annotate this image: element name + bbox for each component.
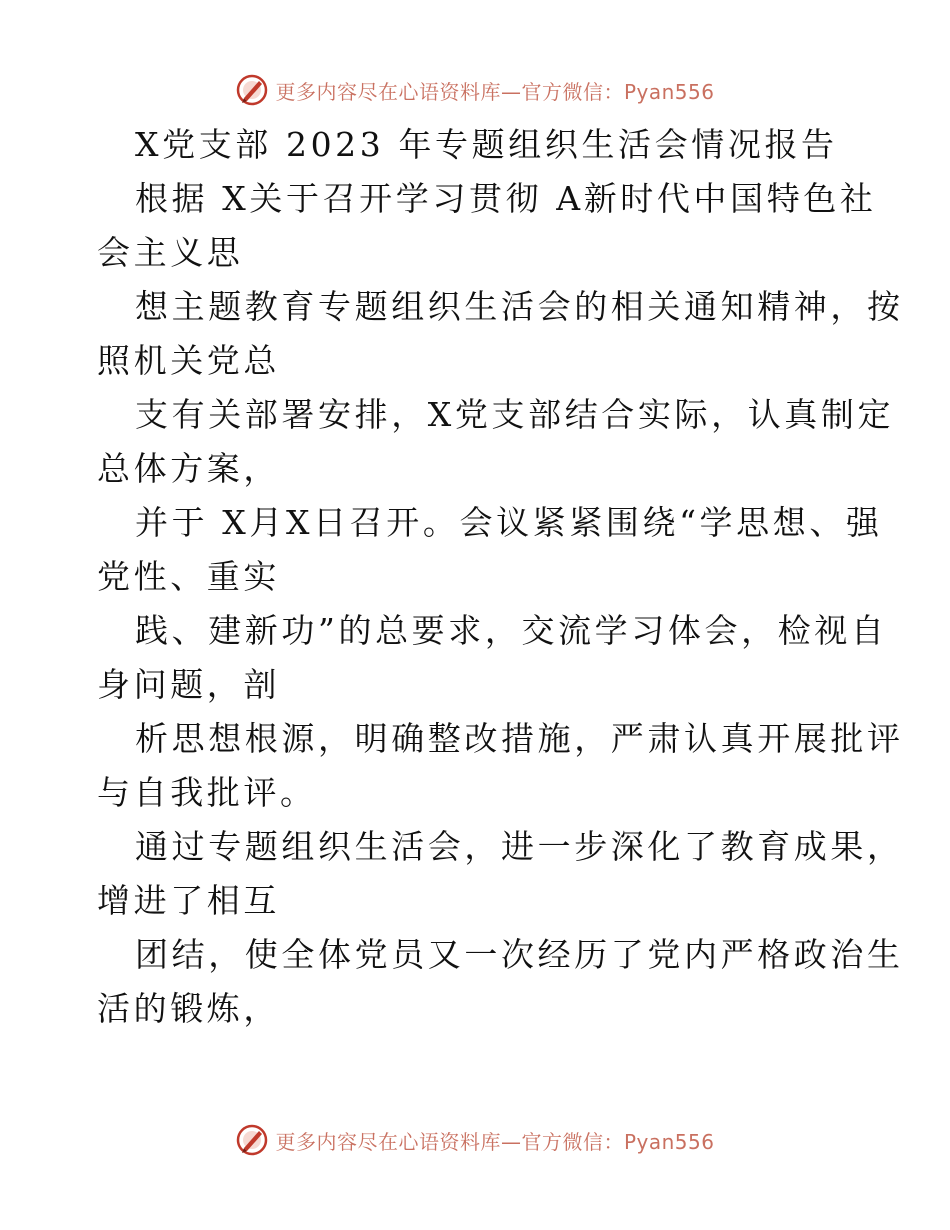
document-body bbox=[97, 118, 904, 1036]
document-line: 通过专题组织生活会，进一步深化了教育成果， bbox=[135, 827, 904, 866]
document-line: 并于 X月X日召开。会议紧紧围绕“学思想、强 bbox=[135, 503, 883, 542]
document-line: 想主题教育专题组织生活会的相关通知精神，按 bbox=[135, 287, 904, 326]
watermark-text: 更多内容尽在心语资料库—官方微信：Pyan556 bbox=[275, 1129, 715, 1154]
document-line: 增进了相互 bbox=[97, 881, 280, 920]
document-line: 活的锻炼， bbox=[97, 989, 280, 1028]
pen-seal-logo-icon bbox=[235, 73, 269, 107]
document-line: 总体方案， bbox=[97, 449, 280, 488]
footer-watermark bbox=[0, 1120, 950, 1160]
document-line: 会主义思 bbox=[97, 233, 244, 272]
document-line: 党性、重实 bbox=[97, 557, 280, 596]
watermark-text: 更多内容尽在心语资料库—官方微信：Pyan556 bbox=[275, 79, 715, 104]
document-line: X党支部 2023 年专题组织生活会情况报告 bbox=[135, 125, 838, 164]
header-watermark bbox=[0, 70, 950, 110]
document-line: 根据 X关于召开学习贯彻 A新时代中国特色社 bbox=[135, 179, 877, 218]
document-line: 支有关部署安排，X党支部结合实际，认真制定 bbox=[135, 395, 895, 434]
document-line: 析思想根源，明确整改措施，严肃认真开展批评 bbox=[135, 719, 904, 758]
document-line: 照机关党总 bbox=[97, 341, 280, 380]
document-line: 身问题，剖 bbox=[97, 665, 280, 704]
pen-seal-logo-icon bbox=[235, 1123, 269, 1157]
document-line: 与自我批评。 bbox=[97, 773, 317, 812]
document-line: 团结，使全体党员又一次经历了党内严格政治生 bbox=[135, 935, 904, 974]
document-line: 践、建新功”的总要求，交流学习体会，检视自 bbox=[135, 611, 888, 650]
